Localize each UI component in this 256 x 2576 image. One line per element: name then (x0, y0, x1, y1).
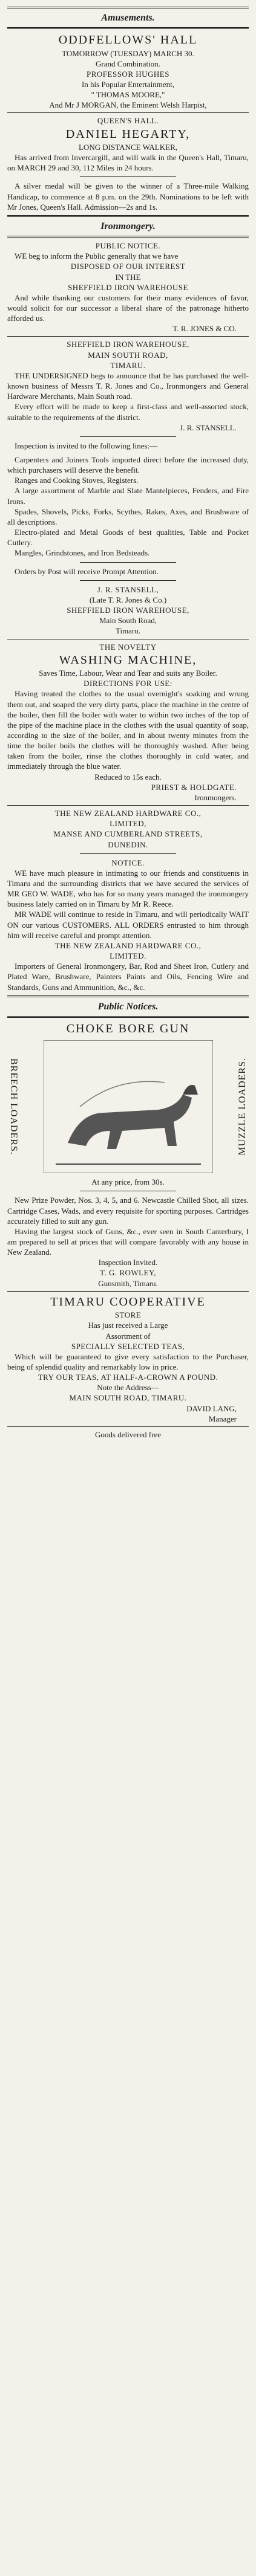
ad-signature: Manager (208, 1414, 237, 1423)
ad-line: PROFESSOR HUGHES (87, 69, 169, 79)
divider (80, 580, 177, 581)
divider (7, 336, 249, 337)
ad-paragraph: Every effort will be made to keep a first-class and well-assorted stock, suitable to the requirements of the district. (7, 402, 249, 422)
ad-line: And Mr J MORGAN, the Eminent Welsh Harpist, (49, 100, 207, 110)
ad-line: DUNEDIN. (108, 840, 148, 849)
divider (7, 215, 249, 217)
ad-paragraph: A large assortment of Marble and Slate Mantelpieces, Fenders, and Fire Irons. (7, 486, 249, 506)
ad-line: MAIN SOUTH ROAD, TIMARU. (69, 1393, 187, 1403)
ad-signature: Gunsmith, Timaru. (98, 1278, 158, 1288)
ad-line: Reduced to 15s each. (94, 772, 162, 782)
ad-title: SHEFFIELD IRON WAREHOUSE, (67, 340, 189, 349)
ad-line: Grand Combination. (96, 59, 160, 68)
ad-title: QUEEN'S HALL. (97, 116, 159, 126)
ad-paragraph: Ranges and Cooking Stoves, Registers. (15, 476, 139, 485)
gun-illustration-row (7, 1040, 249, 1173)
ad-line: MAIN SOUTH ROAD, (88, 350, 168, 360)
divider (80, 176, 177, 177)
side-label-muzzle: MUZZLE LOADERS. (237, 1058, 248, 1156)
ad-line: TOMORROW (TUESDAY) MARCH 30. (62, 48, 194, 58)
ad-paragraph: Inspection is invited to the following lines:— (15, 441, 158, 450)
ad-paragraph: Having treated the clothes to the usual overnight's soaking and wrung them out, and soaped the very dirty parts, place the machine in the centre of the boiler, then fill the boiler with water to within two inches of the top of the pipe of the machine place in the clothes with the usual quantity of soap, according to the size of the boiler, and in about twenty minutes from the time the boiler boils the clothes will be thoroughly washed. After being taken from the boiler, rinse the clothes thoroughly in cold water, and immediately through the blue water. (7, 689, 249, 771)
section-header-ironmongery: Ironmongery. (100, 221, 156, 231)
ad-line: NOTICE. (111, 858, 145, 867)
ad-signature: LIMITED. (110, 951, 146, 961)
ad-paragraph: WE beg to inform the Public generally that we have (15, 251, 179, 261)
ad-line: Inspection Invited. (98, 1258, 158, 1267)
ad-paragraph: A silver medal will be given to the winner of a Three-mile Walking Handicap, to commence at 8 p.m. on the 29th. Nominations to be left with Mr Jones, Queen's Hall. Admission—2s and 1s. (7, 181, 249, 212)
ad-line: Saves Time, Labour, Wear and Tear and suits any Boiler. (39, 668, 217, 678)
ad-line: DISPOSED OF OUR INTEREST (70, 262, 186, 271)
ad-line: In his Popular Entertainment, (81, 79, 175, 89)
ad-line: Assortment of (105, 1331, 151, 1341)
ad-paragraph: Having the largest stock of Guns, &c., ever seen in South Canterbury, I am prepared to sell at prices that will compare favorably with any house in New Zealand. (7, 1226, 249, 1257)
ad-line: TIMARU. (110, 360, 146, 370)
divider (7, 236, 249, 238)
ad-paragraph: Electro-plated and Metal Goods of best qualities, Table and Pocket Cutlery. (7, 528, 249, 548)
divider (80, 562, 177, 563)
divider (7, 1426, 249, 1427)
divider (7, 805, 249, 806)
ad-line: IN THE (115, 272, 141, 282)
ad-line: Goods delivered free (94, 1429, 161, 1439)
ad-title: ODDFELLOWS' HALL (58, 33, 198, 47)
ad-signature: J. R. STANSELL. (180, 422, 237, 432)
ad-line: LONG DISTANCE WALKER, (78, 142, 177, 152)
ad-paragraph: Which will be guaranteed to give every satisfaction to the Purchaser, being of splendid quality and remarkably low in price. (7, 1351, 249, 1371)
ad-title: WASHING MACHINE, (59, 653, 197, 667)
ad-line: MANSE AND CUMBERLAND STREETS, (53, 829, 203, 839)
divider (80, 853, 177, 854)
divider (7, 995, 249, 997)
ad-line: At any price, from 30s. (91, 1177, 165, 1187)
ad-paragraph: Has arrived from Invercargill, and will walk in the Queen's Hall, Timaru, on MARCH 29 and 30, 112 Miles in 24 hours. (7, 153, 249, 173)
ad-paragraph: New Prize Powder, Nos. 3, 4, 5, and 6. Newcastle Chilled Shot, all sizes. Cartridge Cases, Wads, and every requisite for sporting purposes. Cartridges accurately filled to suit any gun. (7, 1196, 249, 1226)
ad-paragraph: WE have much pleasure in intimating to our friends and constituents in Timaru and the surrounding districts that we have secured the services of MR GEO W. WADE, who has for so many years managed the ironmongery business lately carried on in Timaru by Mr R. Reece. (7, 868, 249, 909)
ad-line: Timaru. (115, 626, 141, 636)
ad-paragraph: Spades, Shovels, Picks, Forks, Scythes, Rakes, Axes, and Brushware of all descriptions. (7, 506, 249, 526)
ad-line: SHEFFIELD IRON WAREHOUSE, (67, 606, 189, 615)
ad-paragraph: Mangles, Grindstones, and Iron Bedsteads. (15, 548, 150, 558)
ad-title: CHOKE BORE GUN (66, 1021, 190, 1035)
ad-signature: T. G. ROWLEY, (99, 1268, 157, 1278)
ad-line: SHEFFIELD IRON WAREHOUSE (68, 282, 188, 292)
ad-signature: T. R. JONES & CO. (172, 324, 237, 334)
divider (7, 1016, 249, 1018)
divider (80, 436, 177, 437)
ad-signature: Ironmongers. (194, 792, 237, 802)
ad-signature: J. R. STANSELL, (97, 584, 159, 594)
side-label-breech: BREECH LOADERS. (8, 1058, 19, 1156)
ad-line: (Late T. R. Jones & Co.) (89, 595, 167, 604)
ad-signature: DAVID LANG, (186, 1403, 237, 1413)
ad-line: SPECIALLY SELECTED TEAS, (71, 1341, 185, 1351)
ad-paragraph: Carpenters and Joiners Tools imported direct before the increased duty, which purchasers will deserve the benefit. (7, 455, 249, 475)
ad-title: TIMARU COOPERATIVE (50, 1295, 206, 1309)
section-header-amusements: Amusements. (101, 13, 155, 23)
divider (7, 7, 249, 8)
ad-title: PUBLIC NOTICE. (95, 241, 161, 251)
hunting-dog-illustration (44, 1040, 213, 1173)
section-header-public-notices: Public Notices. (97, 1001, 159, 1012)
ad-signature: THE NEW ZEALAND HARDWARE CO., (54, 940, 202, 950)
ad-line: DIRECTIONS FOR USE: (84, 679, 172, 688)
ad-paragraph: Orders by Post will receive Prompt Attention. (15, 566, 159, 576)
ad-title: THE NOVELTY (99, 642, 157, 652)
ad-name: DANIEL HEGARTY, (65, 127, 191, 141)
ad-line: " THOMAS MOORE," (91, 90, 165, 100)
ad-line: Main South Road, (99, 616, 157, 626)
divider (7, 112, 249, 113)
ad-paragraph: THE UNDERSIGNED begs to announce that he has purchased the well-known business of Messrs T. R. Jones and Co., Ironmongers and General Hardware Merchants, Main South road. (7, 371, 249, 401)
ad-line: Has just received a Large (88, 1321, 168, 1330)
ad-signature: PRIEST & HOLDGATE. (151, 782, 237, 792)
ad-paragraph: MR WADE will continue to reside in Timaru, and will periodically WAIT ON our various CUSTOMERS. ALL ORDERS entrusted to him through him will receive careful and prompt attention. (7, 910, 249, 940)
ad-line: Note the Address— (97, 1383, 159, 1393)
ad-paragraph: And while thanking our customers for their many evidences of favor, would solicit for our successor a liberal share of the patronage hitherto afforded us. (7, 293, 249, 323)
ad-title: LIMITED, (110, 819, 146, 829)
divider (7, 1291, 249, 1292)
ad-paragraph: Importers of General Ironmongery, Bar, Rod and Sheet Iron, Cutlery and Plated Ware, Brushware, Painters Paints and Oils, Fencing Wire and Standards, Guns and Ammunition, &c., &c. (7, 962, 249, 992)
divider (7, 27, 249, 29)
ad-line: TRY OUR TEAS, AT HALF-A-CROWN A POUND. (38, 1373, 218, 1382)
ad-title: STORE (114, 1310, 142, 1320)
ad-title: THE NEW ZEALAND HARDWARE CO., (54, 809, 202, 818)
